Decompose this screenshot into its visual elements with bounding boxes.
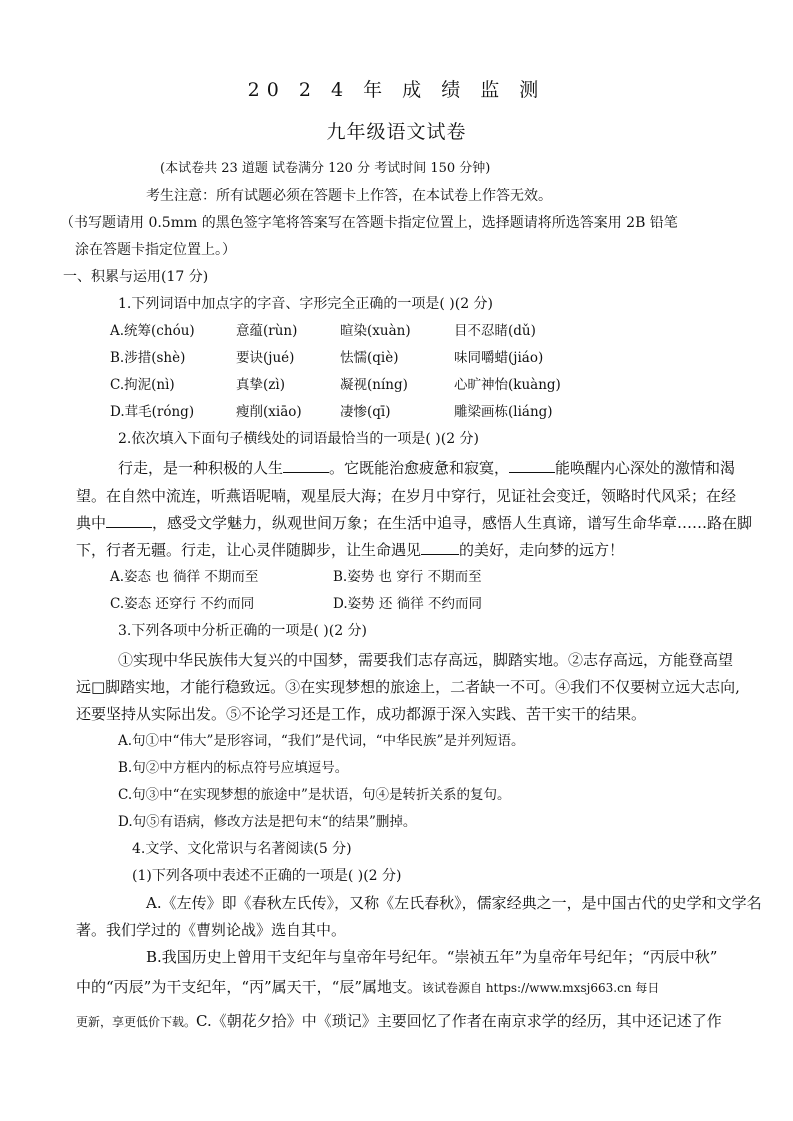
q2-passage-line4 [76, 541, 624, 559]
q3-option-b: B.句②中方框内的标点符号应填逗号。 [118, 760, 349, 776]
q4-option-b-line1: B.我国历史上曾用干支纪年与皇帝年号纪年。“崇祯五年”为皇帝年号纪年；“丙辰中秋” [146, 948, 718, 966]
q3-option-a: A.句①中“伟大”是形容词，“我们”是代词，“中华民族”是并列短语。 [118, 733, 525, 749]
q1-option-a-2: 意蕴(rùn) [236, 323, 298, 339]
q3-option-c: C.句③中“在实现梦想的旅途中”是状语，句④是转折关系的复句。 [118, 787, 511, 803]
q4-option-c-text: C.《朝花夕拾》中《琐记》主要回忆了作者在南京求学的经历，其中还记述了作 [196, 1012, 722, 1030]
answer-blank [106, 514, 152, 528]
answer-blank [283, 459, 329, 473]
q1-option-d-3: 凄惨(qī) [340, 404, 391, 420]
q2-passage-line2: 望。在自然中流连，听燕语呢喃，观星辰大海；在岁月中穿行，见证社会变迁，领略时代风采；在经 [76, 487, 737, 505]
q2-passage-text: 行走，是一种积极的人生 [118, 459, 284, 477]
q3-passage-line3: 还要坚持从实际出发。⑤不论学习还是工作，成功都源于深入实践、苦干实干的结果。 [76, 705, 647, 723]
q4-sub1-stem: (1)下列各项中表述不正确的一项是( )(2 分) [132, 868, 402, 884]
q1-option-b-3: 怯懦(qiè) [340, 350, 399, 366]
q1-option-b-4: 味同嚼蜡(jiáo) [454, 350, 544, 366]
q4-option-b-text: 中的“丙辰”为干支纪年，“丙”属天干，“辰”属地支。 [76, 978, 423, 996]
q2-passage-line1 [118, 459, 735, 477]
q2-passage-text: 下，行者无疆。行走，让心灵伴随脚步，让生命遇见 [76, 541, 422, 559]
q4-option-c-line1 [76, 1012, 722, 1031]
source-watermark-tail: 更新，享更低价下载。 [76, 1015, 197, 1029]
exam-notice: 考生注意：所有试题必须在答题卡上作答，在本试卷上作答无效。 [146, 188, 552, 204]
q1-option-c-2: 真挚(zì) [236, 377, 285, 393]
question-3-stem: 3.下列各项中分析正确的一项是( )(2 分) [118, 623, 368, 639]
exam-subtitle: 九年级语文试卷 [326, 121, 467, 143]
question-4-stem: 4.文学、文化常识与名著阅读(5 分) [132, 841, 352, 857]
question-2-stem: 2.依次填入下面句子横线处的词语最恰当的一项是( )(2 分) [118, 431, 480, 447]
exam-instruction-line1: （书写题请用 0.5mm 的黑色签字笔将答案写在答题卡指定位置上，选择题请将所选答案用 2B 铅笔 [60, 215, 678, 231]
q1-option-c-4: 心旷神怡(kuàng) [454, 377, 561, 393]
q2-passage-text: 能唤醒内心深处的激情和渴 [555, 459, 736, 477]
q2-passage-text: ，感受文学魅力，纵观世间万象；在生活中追寻，感悟人生真谛，谱写生命华章……路在脚 [152, 514, 753, 532]
q4-option-a-line2: 著。我们学过的《曹刿论战》选自其中。 [76, 921, 347, 939]
exam-instruction-line2: 涂在答题卡指定位置上。） [75, 242, 236, 258]
q3-passage-line1: ①实现中华民族伟大复兴的中国梦，需要我们志存高远，脚踏实地。②志存高远，方能登高望 [118, 651, 734, 669]
q3-option-d: D.句⑤有语病，修改方法是把句末“的结果”删掉。 [118, 814, 417, 830]
q4-option-b-line2 [76, 978, 659, 997]
q1-option-d-4: 雕梁画栋(liáng) [454, 404, 553, 420]
q1-option-c-3: 凝视(níng) [340, 377, 408, 393]
q2-option-d: D.姿势 还 徜徉 不约而同 [333, 596, 483, 612]
exam-info: (本试卷共 23 道题 试卷满分 120 分 考试时间 150 分钟) [160, 161, 491, 176]
q1-option-a-1: A.统筹(chóu) [110, 323, 195, 339]
q2-passage-text: 典中 [76, 514, 107, 532]
q2-option-a: A.姿态 也 徜徉 不期而至 [110, 569, 259, 585]
q4-option-a-line1: A.《左传》即《春秋左氏传》，又称《左氏春秋》，儒家经典之一，是中国古代的史学和文学名 [146, 894, 762, 912]
q2-passage-line3 [76, 514, 752, 532]
section-heading: 一、积累与运用(17 分) [63, 269, 209, 285]
q1-option-b-1: B.涉措(shè) [110, 350, 186, 366]
q1-option-b-2: 要诀(jué) [236, 350, 295, 366]
q2-option-b: B.姿势 也 穿行 不期而至 [333, 569, 482, 585]
answer-blank [421, 541, 459, 555]
answer-blank [509, 459, 555, 473]
q1-option-c-1: C.拘泥(nì) [110, 377, 175, 393]
question-1-stem: 1.下列词语中加点字的字音、字形完全正确的一项是( )(2 分) [118, 296, 494, 312]
q2-passage-text: 。它既能治愈疲惫和寂寞， [329, 459, 510, 477]
q1-option-a-3: 暄染(xuàn) [340, 323, 411, 339]
q1-option-a-4: 目不忍睹(dǔ) [454, 323, 536, 339]
q1-option-d-2: 瘦削(xiāo) [236, 404, 302, 420]
q3-passage-line2: 远□脚踏实地，才能行稳致远。③在实现梦想的旅途上，二者缺一不可。④我们不仅要树立远大志向, [76, 678, 740, 696]
source-watermark: 该试卷源自 https://www.mxsj663.cn 每日 [422, 981, 660, 995]
q2-option-c: C.姿态 还穿行 不约而同 [110, 596, 255, 612]
q2-passage-text: 的美好，走向梦的远方！ [459, 541, 625, 559]
q1-option-d-1: D.茸毛(róng) [110, 404, 195, 420]
exam-title: 20 2 4 年 成 绩 监 测 [247, 79, 546, 101]
